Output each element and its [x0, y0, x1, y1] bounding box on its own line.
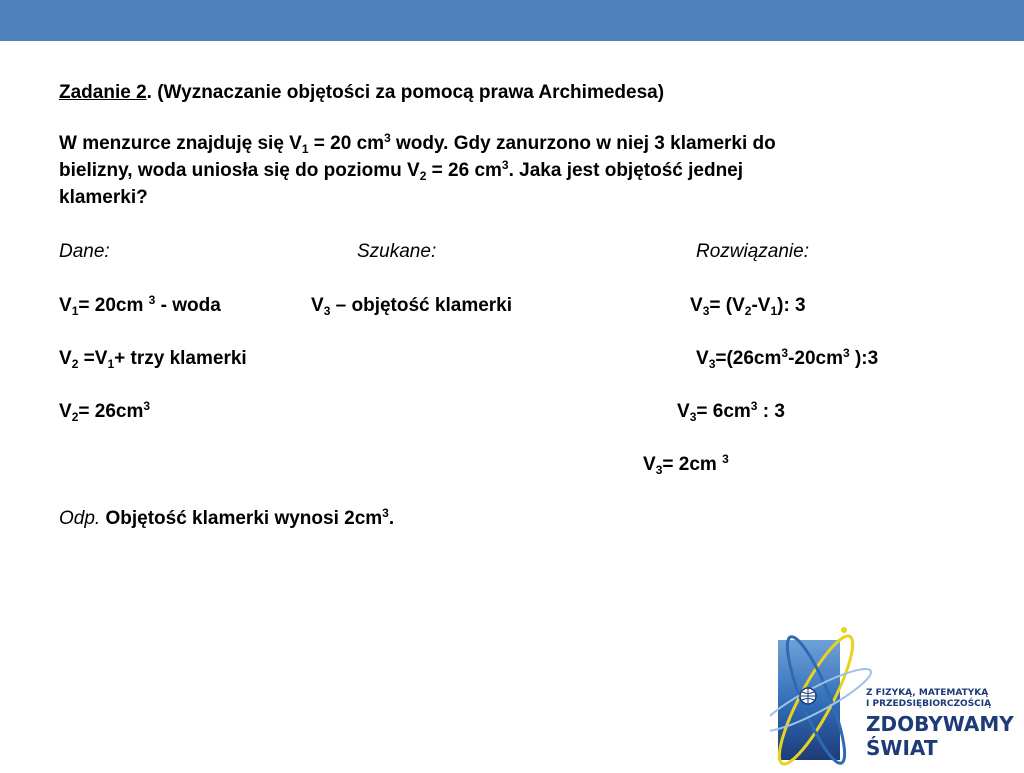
problem-text: bielizny, woda uniosła się do poziomu V [59, 160, 420, 181]
subscript: 2 [419, 169, 427, 183]
given-line-2 [59, 346, 247, 372]
problem-text: = 20 cm [308, 133, 385, 154]
solution-line-2 [696, 346, 878, 372]
solution-text: =(26cm [715, 348, 782, 369]
given-text: + trzy klamerki [114, 348, 247, 369]
subscript: 1 [71, 304, 79, 318]
superscript: 3 [781, 346, 789, 360]
subscript: 1 [770, 304, 778, 318]
wanted-line [311, 293, 512, 319]
solution-text: : 3 [757, 401, 785, 422]
subscript: 3 [323, 304, 331, 318]
answer-label: Odp. [59, 508, 101, 529]
solution-text: = (V [709, 295, 745, 316]
header-solution: Rozwiązanie: [696, 241, 809, 262]
problem-text: wody. Gdy zanurzono w niej 3 klamerki do [390, 133, 776, 154]
problem-line-3 [59, 185, 148, 211]
solution-text: ):3 [849, 348, 879, 369]
logo-tagline [866, 688, 991, 710]
answer-text: Objętość klamerki wynosi 2cm [100, 508, 383, 529]
solution-text: V [690, 295, 703, 316]
problem-text: = 26 cm [426, 160, 502, 181]
given-text: V [59, 401, 72, 422]
subscript: 2 [744, 304, 752, 318]
problem-text: . Jaka jest objętość jednej [508, 160, 744, 181]
subscript: 3 [708, 357, 716, 371]
solution-text: = 2cm [662, 454, 723, 475]
solution-text: = 6cm [696, 401, 751, 422]
subscript: 3 [702, 304, 710, 318]
subscript: 3 [655, 463, 663, 477]
answer-text: . [388, 508, 395, 529]
superscript: 3 [843, 346, 850, 360]
superscript: 3 [722, 452, 729, 466]
subscript: 2 [71, 410, 79, 424]
superscript: 3 [750, 399, 758, 413]
subscript: 1 [107, 357, 115, 371]
logo-title-2: ŚWIAT [866, 736, 938, 760]
given-text: = 26cm [78, 401, 144, 422]
task-title: . (Wyznaczanie objętości za pomocą prawa Archimedesa) [146, 82, 665, 103]
solution-text: -20cm [788, 348, 844, 369]
electron-dot [841, 627, 847, 633]
problem-text: W menzurce znajduję się V [59, 133, 302, 154]
header-wanted: Szukane: [357, 241, 437, 262]
superscript: 3 [501, 158, 509, 172]
logo-title [866, 712, 1014, 760]
solution-line-1 [690, 293, 806, 319]
solution-text: -V [751, 295, 771, 316]
given-line-3 [59, 399, 150, 425]
header-given: Dane: [59, 241, 110, 262]
given-text: - woda [155, 295, 221, 316]
logo-tagline-2: I PRZEDSIĘBIORCZOŚCIĄ [866, 699, 992, 709]
superscript: 3 [384, 131, 391, 145]
wanted-text: – objętość klamerki [330, 295, 513, 316]
solution-text: V [643, 454, 656, 475]
superscript: 3 [143, 399, 151, 413]
solution-line-3 [677, 399, 785, 425]
solution-text: V [696, 348, 709, 369]
subscript: 2 [71, 357, 79, 371]
subscript: 1 [301, 142, 309, 156]
task-heading [59, 80, 664, 106]
given-text: V [59, 348, 72, 369]
superscript: 3 [148, 293, 156, 307]
given-text: =V [78, 348, 108, 369]
problem-text: klamerki? [59, 187, 148, 208]
answer-line [59, 506, 394, 532]
logo-tagline-1: Z FIZYKĄ, MATEMATYKĄ [866, 688, 989, 698]
given-text: = 20cm [78, 295, 149, 316]
wanted-text: V [311, 295, 324, 316]
subscript: 3 [689, 410, 697, 424]
logo-title-1: ZDOBYWAMY [866, 712, 1014, 736]
project-logo [770, 622, 1024, 768]
solution-line-4 [643, 452, 729, 478]
solution-text: ): 3 [777, 295, 806, 316]
task-label: Zadanie 2 [59, 82, 147, 103]
problem-line-1 [59, 131, 776, 157]
given-text: V [59, 295, 72, 316]
title-bar [0, 0, 1024, 41]
solution-text: V [677, 401, 690, 422]
superscript: 3 [382, 506, 389, 520]
given-line-1 [59, 293, 221, 319]
problem-line-2 [59, 158, 743, 184]
